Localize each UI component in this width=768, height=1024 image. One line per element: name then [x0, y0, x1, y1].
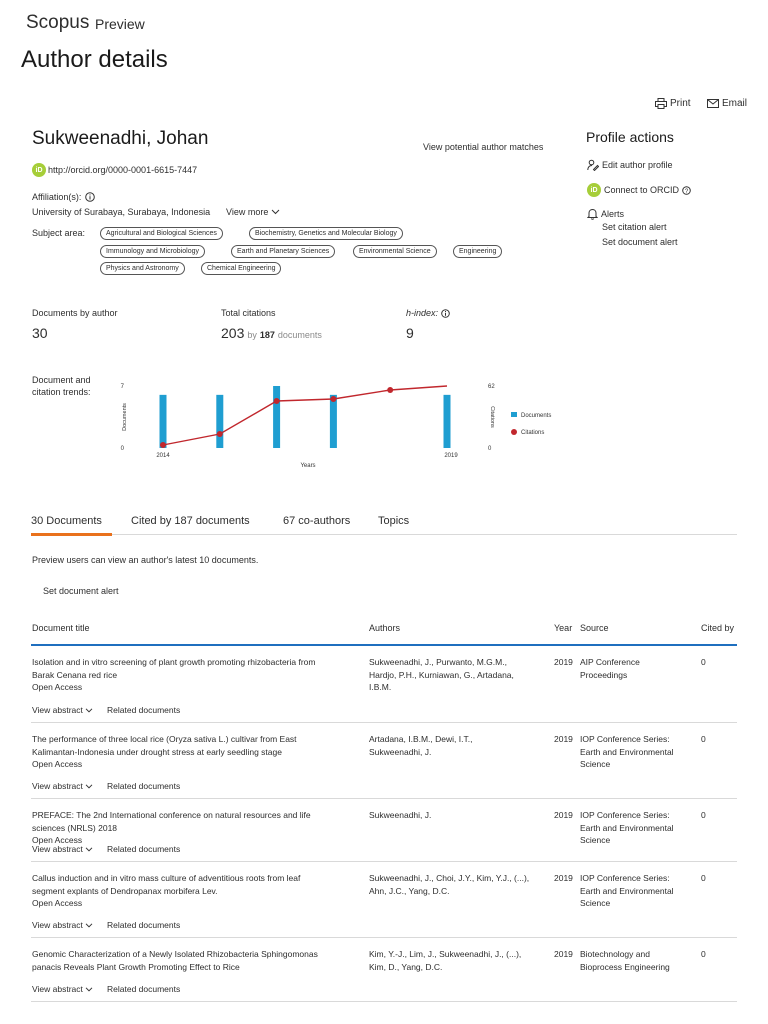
subject-tag[interactable]: Physics and Astronomy	[100, 262, 185, 275]
related-documents-link[interactable]: Related documents	[107, 781, 181, 791]
subject-tag[interactable]: Earth and Planetary Sciences	[231, 245, 335, 258]
affiliation-heading	[32, 192, 95, 202]
envelope-icon	[707, 99, 719, 108]
source-line[interactable]: AIP Conference	[580, 657, 640, 667]
row-divider	[31, 798, 737, 799]
open-access-label: Open Access	[32, 759, 83, 769]
citations-point	[160, 442, 166, 448]
legend-citations-swatch	[511, 429, 517, 435]
view-abstract-label: View abstract	[32, 920, 83, 930]
table-row-source	[580, 809, 695, 847]
tab-topics[interactable]: Topics	[378, 515, 410, 527]
authors-line[interactable]: Sukweenadhi, J., Choi, J.Y., Kim, Y.J., (...),	[369, 873, 530, 883]
set-citation-alert-link[interactable]: Set citation alert	[602, 222, 667, 232]
tabs-divider	[31, 534, 737, 535]
view-abstract-button[interactable]	[32, 844, 93, 854]
subject-tag[interactable]: Agricultural and Biological Sciences	[100, 227, 223, 240]
table-row-title[interactable]	[32, 872, 362, 910]
table-row-cited-by[interactable]: 0	[701, 657, 706, 667]
profile-actions-title: Profile actions	[586, 129, 674, 145]
h-index-value: 9	[406, 325, 414, 341]
table-row-cited-by[interactable]: 0	[701, 873, 706, 883]
authors-line[interactable]: Artadana, I.B.M., Dewi, I.T.,	[369, 734, 473, 744]
connect-orcid-button[interactable]	[587, 183, 691, 197]
row-divider	[31, 861, 737, 862]
y-left-tick-max: 7	[120, 384, 124, 390]
chevron-down-icon	[85, 987, 93, 992]
chart-label: Document and citation trends:	[32, 375, 91, 397]
preview-note: Preview users can view an author's latest 10 documents.	[32, 555, 259, 565]
document-title-line[interactable]: PREFACE: The 2nd International conference on natural resources and life	[32, 810, 311, 820]
print-label: Print	[670, 98, 691, 109]
documents-bar	[160, 395, 167, 448]
table-row-authors	[369, 948, 549, 973]
author-name: Sukweenadhi, Johan	[32, 128, 209, 149]
legend-citations-label: Citations	[521, 430, 545, 436]
subject-tag[interactable]: Environmental Science	[353, 245, 437, 258]
total-citations-value[interactable]: 203	[221, 325, 245, 341]
scopus-logo[interactable]: Scopus	[26, 12, 90, 33]
chevron-down-icon	[85, 708, 93, 713]
citing-documents-word: documents	[277, 330, 322, 340]
chevron-down-icon	[85, 847, 93, 852]
row-divider	[31, 722, 737, 723]
email-label: Email	[722, 98, 748, 109]
view-abstract-button[interactable]	[32, 920, 93, 930]
citations-point	[387, 387, 393, 393]
table-row-year: 2019	[554, 657, 573, 667]
chevron-down-icon	[271, 209, 280, 215]
orcid-icon: iD	[32, 163, 46, 177]
alerts-heading	[587, 208, 624, 220]
table-row-cited-by[interactable]: 0	[701, 949, 706, 959]
brand-preview-label: Preview	[95, 16, 145, 32]
affiliation-label: Affiliation(s):	[32, 192, 82, 202]
documents-bar	[216, 395, 223, 448]
col-year[interactable]: Year	[554, 623, 573, 633]
col-cited-by[interactable]: Cited by	[701, 623, 735, 633]
open-access-label: Open Access	[32, 682, 83, 692]
y-right-tick-max: 62	[488, 384, 495, 390]
col-authors: Authors	[369, 623, 401, 633]
legend-documents-swatch	[511, 412, 517, 417]
document-title-line[interactable]: Callus induction and in vitro mass culture of adventitious roots from leaf	[32, 873, 301, 883]
svg-text:?: ?	[684, 188, 689, 195]
active-tab-indicator	[31, 533, 112, 536]
table-row-source	[580, 948, 695, 973]
subject-area-label: Subject area:	[32, 228, 86, 238]
view-abstract-label: View abstract	[32, 705, 83, 715]
orcid-url: http://orcid.org/0000-0001-6615-7447	[48, 165, 198, 175]
table-row-source	[580, 656, 695, 681]
tab-co-authors[interactable]: 67 co-authors	[283, 515, 351, 527]
authors-line[interactable]: Hardjo, P.H., Kurniawan, G., Artadana,	[369, 669, 514, 680]
document-title-line[interactable]: The performance of three local rice (Oryza sativa L.) cultivar from East	[32, 734, 297, 744]
view-abstract-button[interactable]	[32, 781, 93, 791]
edit-person-icon	[587, 159, 599, 171]
table-row-authors	[369, 872, 549, 897]
view-more-button[interactable]	[226, 207, 280, 217]
chevron-down-icon	[85, 923, 93, 928]
y-right-axis-label: Citations	[489, 406, 495, 428]
col-document-title[interactable]: Document title	[32, 623, 90, 633]
orcid-link[interactable]	[32, 163, 197, 177]
trend-chart	[110, 375, 570, 475]
col-source[interactable]: Source	[580, 623, 609, 633]
table-row-source	[580, 733, 695, 771]
source-line[interactable]: Earth and Environmental	[580, 746, 674, 757]
table-row-title[interactable]	[32, 656, 362, 694]
source-line[interactable]: IOP Conference Series:	[580, 873, 670, 883]
related-documents-link[interactable]: Related documents	[107, 844, 181, 854]
subject-tag[interactable]: Biochemistry, Genetics and Molecular Biology	[249, 227, 403, 240]
chevron-down-icon	[85, 784, 93, 789]
view-abstract-label: View abstract	[32, 781, 83, 791]
legend-documents-label: Documents	[521, 413, 552, 419]
info-icon[interactable]	[441, 309, 450, 318]
documents-count-value[interactable]: 30	[32, 325, 48, 341]
edit-author-profile-label: Edit author profile	[602, 160, 673, 170]
table-row-cited-by[interactable]: 0	[701, 734, 706, 744]
citations-point	[274, 398, 280, 404]
documents-count-label: Documents by author	[32, 308, 118, 318]
table-row-title[interactable]	[32, 809, 362, 847]
document-title-line[interactable]: panacis Reveals Plant Growth Promoting Effect to Rice	[32, 961, 240, 972]
source-line[interactable]: Biotechnology and	[580, 949, 650, 959]
authors-line[interactable]: Kim, Y.-J., Lim, J., Sukweenadhi, J., (...),	[369, 949, 522, 959]
info-icon[interactable]	[85, 192, 95, 202]
documents-bar	[273, 386, 280, 448]
citations-by-word: by	[247, 330, 257, 340]
table-row-authors	[369, 656, 549, 694]
tab-documents[interactable]: 30 Documents	[31, 515, 102, 527]
subject-tag[interactable]: Immunology and Microbiology	[100, 245, 205, 258]
source-line[interactable]: Proceedings	[580, 669, 628, 680]
source-line[interactable]: Earth and Environmental	[580, 822, 674, 833]
table-row-year: 2019	[554, 734, 573, 744]
document-title-line[interactable]: Genomic Characterization of a Newly Isolated Rhizobacteria Sphingomonas	[32, 949, 318, 959]
citing-documents-count[interactable]: 187	[259, 330, 275, 340]
page-title: Author details	[21, 46, 168, 73]
source-line[interactable]: Bioprocess Engineering	[580, 961, 670, 972]
subject-tag[interactable]: Engineering	[453, 245, 502, 258]
open-access-label: Open Access	[32, 835, 83, 845]
table-row-cited-by[interactable]: 0	[701, 810, 706, 820]
citations-line	[163, 386, 447, 445]
document-title-line[interactable]: Kalimantan-Indonesia under drought stress at early seedling stage	[32, 746, 282, 757]
edit-author-profile-button[interactable]	[587, 159, 673, 171]
document-title-line[interactable]: Isolation and in vitro screening of plant growth promoting rhizobacteria from	[32, 657, 316, 667]
x-axis-label: Years	[300, 463, 316, 469]
table-row-source	[580, 872, 695, 910]
table-row-year: 2019	[554, 873, 573, 883]
document-title-line[interactable]: segment explants of Dendropanax morbifera Lev.	[32, 885, 218, 896]
source-line[interactable]: Science	[580, 759, 611, 769]
total-citations-label: Total citations	[221, 308, 276, 318]
authors-line[interactable]: I.B.M.	[369, 682, 392, 692]
source-line[interactable]: IOP Conference Series:	[580, 734, 670, 744]
x-tick-label: 2014	[156, 453, 170, 459]
table-row-year: 2019	[554, 810, 573, 820]
affiliation-value: University of Surabaya, Surabaya, Indonesia	[32, 207, 211, 217]
authors-line[interactable]: Kim, D., Yang, D.C.	[369, 961, 443, 972]
document-title-line[interactable]: Barak Cenana red rice	[32, 669, 118, 680]
x-tick-label: 2019	[444, 453, 458, 459]
table-row-title[interactable]	[32, 733, 362, 771]
orcid-icon: iD	[587, 183, 601, 197]
table-row-year: 2019	[554, 949, 573, 959]
print-button[interactable]	[655, 98, 691, 109]
table-header-divider	[31, 644, 737, 646]
view-more-label: View more	[226, 207, 269, 217]
source-line[interactable]: IOP Conference Series:	[580, 810, 670, 820]
citations-point	[330, 396, 336, 402]
alerts-label: Alerts	[601, 209, 625, 219]
help-icon[interactable]	[682, 186, 691, 195]
view-potential-matches-link[interactable]: View potential author matches	[423, 142, 544, 152]
view-abstract-button[interactable]	[32, 984, 93, 994]
related-documents-link[interactable]: Related documents	[107, 920, 181, 930]
table-row-authors	[369, 733, 549, 758]
y-left-tick-min: 0	[120, 446, 124, 452]
email-button[interactable]	[707, 98, 747, 109]
open-access-label: Open Access	[32, 898, 83, 908]
subject-tag[interactable]: Chemical Engineering	[201, 262, 281, 275]
bell-icon	[587, 208, 598, 220]
authors-line[interactable]: Sukweenadhi, J., Purwanto, M.G.M.,	[369, 657, 507, 667]
citations-point	[217, 431, 223, 437]
set-document-alert-button[interactable]: Set document alert	[43, 586, 119, 596]
related-documents-link[interactable]: Related documents	[107, 984, 181, 994]
authors-line[interactable]: Ahn, J.C., Yang, D.C.	[369, 885, 450, 896]
documents-bar	[444, 395, 451, 448]
table-row-title[interactable]	[32, 948, 362, 973]
y-left-axis-label: Documents	[122, 403, 128, 431]
document-title-line[interactable]: sciences (NRLS) 2018	[32, 822, 118, 833]
authors-line[interactable]: Sukweenadhi, J.	[369, 810, 432, 820]
source-line[interactable]: Science	[580, 835, 611, 845]
documents-bar	[330, 395, 337, 448]
y-right-tick-min: 0	[488, 446, 492, 452]
h-index-heading	[406, 308, 450, 318]
total-citations	[221, 325, 322, 341]
view-abstract-label: View abstract	[32, 844, 83, 854]
tab-cited-by[interactable]: Cited by 187 documents	[131, 515, 250, 527]
view-abstract-button[interactable]	[32, 705, 93, 715]
row-divider	[31, 937, 737, 938]
row-divider	[31, 1001, 737, 1002]
h-index-label: h-index:	[406, 308, 439, 318]
related-documents-link[interactable]: Related documents	[107, 705, 181, 715]
table-row-authors	[369, 809, 549, 822]
set-document-alert-link[interactable]: Set document alert	[602, 237, 678, 247]
connect-orcid-label: Connect to ORCID	[604, 185, 680, 195]
source-line[interactable]: Earth and Environmental	[580, 885, 674, 896]
printer-icon	[655, 98, 667, 109]
view-abstract-label: View abstract	[32, 984, 83, 994]
source-line[interactable]: Science	[580, 898, 611, 908]
authors-line[interactable]: Sukweenadhi, J.	[369, 746, 432, 757]
